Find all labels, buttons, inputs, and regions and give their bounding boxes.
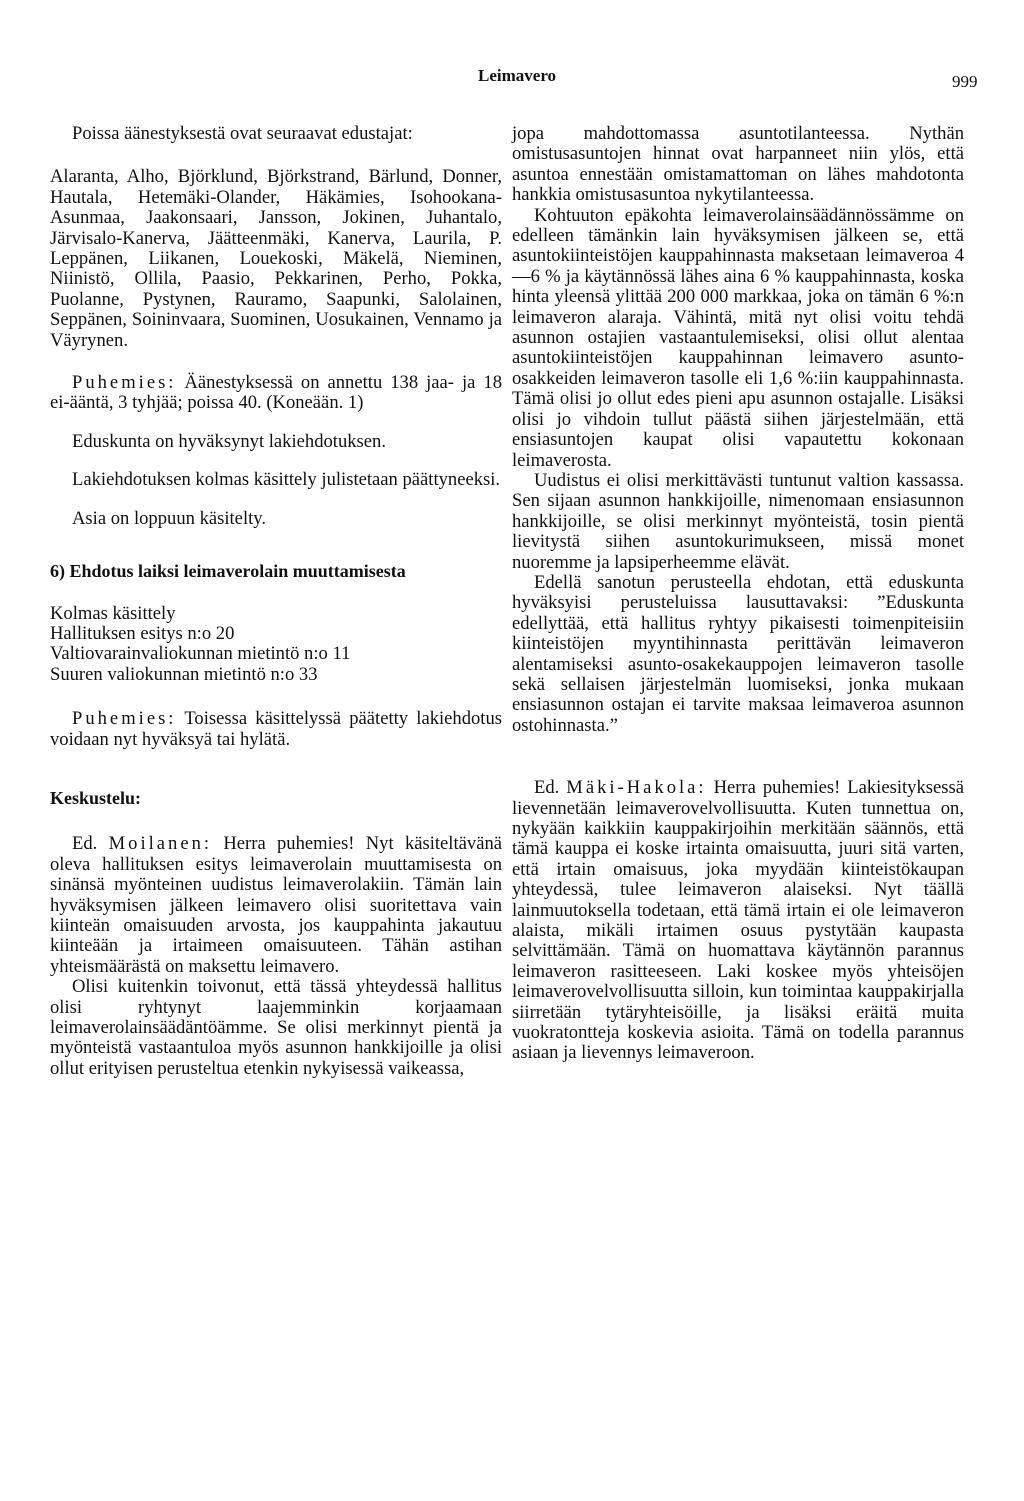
speaker-name: Mäki-Hakola: <box>566 777 707 799</box>
absentees-list: Alaranta, Alho, Björklund, Björkstrand, Bärlund, Donner, Hautala, Hetemäki-Olander, Häkämies, Isohookana-Asunmaa, Jaakonsaari, Jansson, Jokinen, Juhantalo, Järvisalo-Kanerva, Jäätteenmäki, Kanerva, Laurila, P. Leppänen, Liikanen, Louekoski, Mäkelä, Nieminen, Niinistö, Ollila, Paasio, Pekkarinen, Perho, Pokka, Puolanne, Pystynen, Rauramo, Saapunki, Salolainen, Seppänen, Soininvaara, Suominen, Uosukainen, Vennamo ja Väyrynen. <box>50 166 502 351</box>
running-title: Leimavero <box>478 66 557 85</box>
makihakola-speech <box>512 778 964 1064</box>
speaker-text: Toisessa käsittelyssä päätetty lakiehdotus voidaan nyt hyväksyä tai hylätä. <box>50 708 503 750</box>
speaker-label: Puhemies: <box>72 708 177 730</box>
item-detail-line: Kolmas käsittely <box>50 602 176 624</box>
paragraph-uudistus: Uudistus ei olisi merkittävästi tuntunut valtion kassassa. Sen sijaan asunnon hankkijoille, nimenomaan ensiasunnon hankkijoille, se olisi merkinnyt myönteistä, tosin pientä lievitystä siihen asuntokurimukseen, missä monet nuoremme ja lapsiperheemme elävät. <box>512 469 964 573</box>
item-detail-line: Hallituksen esitys n:o 20 <box>50 622 235 644</box>
page-number: 999 <box>952 72 978 91</box>
item-detail-line: Suuren valiokunnan mietintö n:o 33 <box>50 663 318 685</box>
absentees-intro: Poissa äänestyksestä ovat seuraavat edustajat: <box>72 123 413 144</box>
speech-text: Herra puhemies! Lakiesityksessä lievennetään leimaverovelvollisuutta. Kuten tunnettua on, nykyään kaikkiin kauppakirjoihin merkitään säännös, että tämä kauppa ei koske irtainta omaisuutta, juuri sitä varten, että irtain omaisuus, joka myydään kiinteistökaupan yhteydessä, tulee leimaveron alaiseksi. Nyt täällä lainmuutoksella todetaan, että tämä irtain ei ole leimaveron alaista, mikäli irtaimen osuus pystytään kaupasta selvittämään. Tämä on huomattava käytännön parannus leimaveron rasitteeseen. Laki koskee myös yhteisöjen leimaverovelvollisuutta silloin, kun toimintaa kauppakirjalla siirretään tytäryhteisöille, ja lisäksi eräitä muita vuokratontteja koskevia asioita. Tämä on todella parannus asiaan ja lievennys leimaveroon. <box>512 777 964 1064</box>
matter-closed-statement: Asia on loppuun käsitelty. <box>72 507 267 529</box>
item-heading: 6) Ehdotus laiksi leimaverolain muuttamisesta <box>50 561 406 582</box>
speaker-statement-second <box>50 709 502 750</box>
continued-paragraph: jopa mahdottomassa asuntotilanteessa. Nythän omistusasuntojen hinnat ovat harpanneet niin ylös, että asuntoa ennestään omistamattoman on lähes mahdotonta hankkia omistusasuntoa nykytilanteessa. <box>512 123 964 206</box>
moilanen-speech-p2: Olisi kuitenkin toivonut, että tässä yhteydessä hallitus olisi ryhtynyt laajemminkin korjaamaan leimaverolainsäädäntöämme. Se olisi merkinnyt pientä ja myönteistä vastaantuloa myös asunnon hankkijoille ja olisi ollut erityisen perusteltua etenkin nykyisessä vaikeassa, <box>50 976 502 1079</box>
discussion-heading: Keskustelu: <box>50 787 142 808</box>
speaker-prefix: Ed. <box>534 777 560 799</box>
speaker-statement-vote <box>50 373 502 414</box>
speaker-name: Moilanen: <box>108 833 213 855</box>
speaker-label: Puhemies: <box>72 372 177 394</box>
speaker-text: Äänestyksessä on annettu 138 jaa- ja 18 ei-ääntä, 3 tyhjää; poissa 40. (Koneään. 1) <box>50 372 502 414</box>
approval-statement: Eduskunta on hyväksynyt lakiehdotuksen. <box>72 430 386 452</box>
paragraph-kohtuuton: Kohtuuton epäkohta leimaverolainsäädännössämme on edelleen tämänkin lain hyväksymisen jälkeen se, että asuntokiinteistöjen kauppahinnasta maksetaan leimaveroa 4—6 % ja käytännössä lähes aina 6 % kauppahinnasta, koska hinta yleensä ylittää 200 000 markkaa, joka on tämän 6 %:n leimaveron alaraja. Vähintä, mitä nyt olisi voitu tehdä asunnon ostajien vastaantulemiseksi, olisi ollut alentaa asuntokiinteistöjen kauppahinnan leimavero asunto-osakkeiden leimaveron tasolle eli 1,6 %:iin kauppahinnasta. Tämä olisi jo ollut edes pieni apu asunnon ostajalle. Lisäksi olisi jo vihdoin tullut päästä siihen järjestelmään, että ensiasuntojen kaupat olisi vapautettu kokonaan leimaverosta. <box>512 204 964 471</box>
item-details <box>50 604 502 686</box>
paragraph-proposal: Edellä sanotun perusteella ehdotan, että eduskunta hyväksyisi perusteluissa lausuttavaksi: ”Eduskunta edellyttää, että hallitus ryhtyy pikaisesti toimenpiteisiin kiinteistöjen myyntihinnasta perittävän leimaveron alentamiseksi asunto-osakekauppojen leimaveron tasolle sekä sellaisen järjestelmän luomiseksi, jonka mukaan ensiasunnon ostajan ei tarvite maksaa leimaveroa asunnon ostohinnasta.” <box>512 571 964 736</box>
moilanen-speech-p1 <box>50 834 502 977</box>
right-column <box>512 124 964 1064</box>
reading-closed-statement: Lakiehdotuksen kolmas käsittely julistetaan päättyneeksi. <box>72 469 501 491</box>
item-detail-line: Valtiovarainvaliokunnan mietintö n:o 11 <box>50 643 351 665</box>
speaker-prefix: Ed. <box>72 833 98 855</box>
speech-text: Herra puhemies! Nyt käsiteltävänä oleva hallituksen esitys leimaverolain muuttamisesta on sinänsä myönteinen uudistus leimaverolakiin. Tämän lain hyväksymisen jälkeen leimavero olisi suoritettava vain kiinteän omaisuuden arvosta, jos kauppahinta jakautuu kiinteään ja irtaimeen omaisuuteen. Tähän astihan yhteismäärästä on maksettu leimavero. <box>50 833 502 977</box>
left-column <box>50 124 502 1079</box>
